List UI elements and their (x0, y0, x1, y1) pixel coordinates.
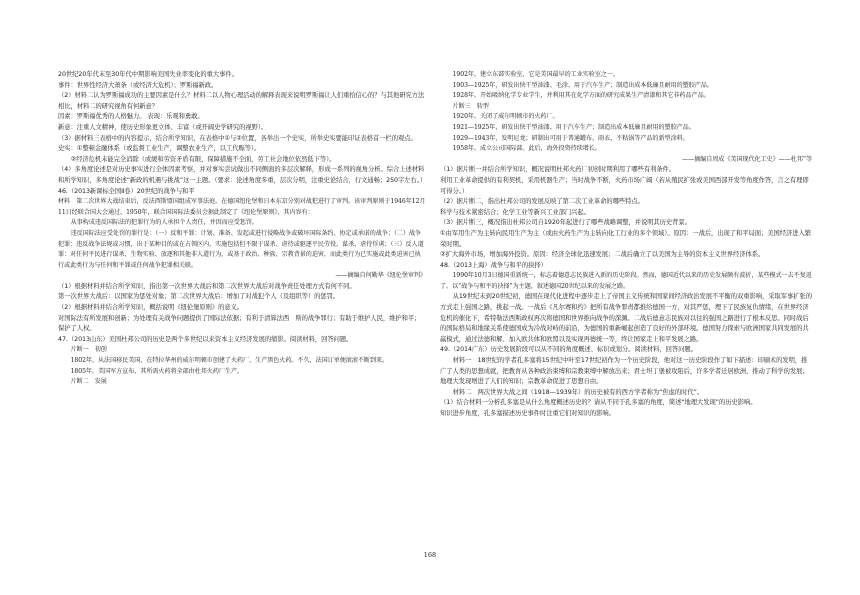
right-paragraph: 48.（2013上海）战争与和平的抉择） (440, 261, 547, 269)
left-paragraph: 47.（2013山东）美国杜邦公司的历史是两个多世纪以来资本主义经济发展的缩影。阅读材料，回答问题。 (58, 335, 353, 343)
page-number: 168 (423, 551, 437, 559)
right-paragraph: 从19世纪末到20世纪初，德国在现代化进程中逐步走上了帝国主义传统和国家间经济政治发展不平衡的双重影响，采取军事扩张的方式走上强国之路，挑起一战。一战后《凡尔赛和约》把所有战争罪责都推给德国一方，对其严惩，埋下了民族复仇情绪，在世界经济危机的催化下，希特勒法西斯政权再次将德国和世界推向战争的深渊。二战后德意志民族对以往的强国之路进行了根本反思。同时战后的国际格局和地缘关系使德国成为冷战对峙的前沿，为德国的重新崛起创造了良好的外部环境。德国努力探索与欧洲国家共同发展的共赢模式，通过法德和解、加入欧共体和欧盟以及实现再德统一等，终让国家走上和平发展之路。 (440, 293, 812, 343)
right-paragraph: 科学与技术紧密结合；化学工业等新兴工业部门兴起。 (440, 208, 590, 216)
left-paragraph: 对国际法有所发展和创新；为处理有关战争问题提供了国际法依据；有利于清算法西 斯的战争罪行；有助于维护人民，维护和平；保护了人权。 (58, 314, 421, 333)
right-column (440, 70, 812, 420)
right-paragraph: 1928年，开始吸纳化学专业学生，并利用其在化学方面的研究成果生产清漆和其它非药品产品。 (452, 92, 710, 100)
left-paragraph: （3）据材料三表格中的内容提示，结合所学知识，在表格中①与②位置，各举出一个史实，所举史实要能印证表格首一栏的观点。 (58, 134, 417, 142)
right-paragraph: （3）据片断三，概况指出杜邦公司自1920年起进行了哪些战略调整，并说明其历史背景。 (440, 219, 691, 227)
right-paragraph: 1921—1925年，研发出快干型油漆、用于汽车生产；制造出成本低廉且耐用的塑胶产品。 (452, 123, 695, 131)
left-paragraph: 片断二 发展 (70, 378, 107, 386)
right-paragraph: ②扩大海外市场，增加海外投资。原因：经济全球化迅速发展；二战后确立了以美国为主导的资本主义世界经济体系。 (440, 251, 765, 259)
left-paragraph: ②经济危机未能完全消除（或緩和劳资矛盾有限，保障措施不全面，劳工社会地位依然低下等）。 (70, 155, 336, 163)
right-paragraph: 1903—1925年，研发出快干型油漆、毛涂、用于汽车生产；制造出成本低廉且耐用的塑胶产品。 (452, 81, 713, 89)
left-paragraph: 事件：世界性经济大萧条（或经济大危机）；罗斯福新政。 (58, 81, 218, 89)
left-paragraph: 材料 第二次世界大战结束后，反法西斯盟国组成军事法庭。在德国纽伦堡和日本东京分别对战犯进行了审判。该审判原则于1946年12月11日经联合国大会通过，1950年，联合国国际法委员会据此制定了《纽伦堡原则》，其内容有： (58, 198, 426, 216)
left-paragraph: 违反国际法应受处罚的罪行是：（一）反和平罪：计划、准备、发起或进行侵略战争或破坏国际条约、协定或承诺的战争；（二）战争犯罪：违反战争法规或习惯，出于某种目的或在占领区内，实施包括但不限于谋杀、虐待或驱逐平民劳役、谋杀、虐待俘虏；（三）反人道罪：对任何平民进行谋杀、生物实验、放逐和其他非人道行为，或基于政治、种族、宗教背景的迫害，而此类行为已实施或此类迫害已执行或此类行为与任何和平罪或任何战争犯罪相关联。 (58, 229, 424, 269)
right-paragraph: 1902年，建立东部实验室，它是美国最早的工业实验室之一。 (452, 71, 619, 78)
left-paragraph: ——摘编自何勤华《纽伦堡审判》 (335, 272, 426, 280)
left-paragraph: （2）根据材料并结合所学知识，概括说明《纽伦堡原则》的意义。 (58, 304, 244, 312)
right-paragraph: 材料一 18世纪的学者孔多塞将15世纪中叶至17世纪初作为一个历史阶段，他对这一历史阶段作了如下描述：印刷术的发明，推广了人类的思想成就，把教育从各种政治束缚和宗教束缚中解放出来；君士坦丁堡被攻陷后，许多学者迁居欧洲，推动了科学的发展；地理大发现增进了人们的知识；宗教革命促进了思想自由。 (440, 357, 809, 386)
right-paragraph: （1）据片断一并结合所学知识，概况说明杜邦火药厂初创时期利用了哪些有利条件。 (440, 166, 676, 174)
left-paragraph: 1802年，从法国移民美国，在特拉华州的威尔明顿市创建了火药厂，生产黑色火药。不久，法国订单便滚滚不断到来。 (70, 357, 389, 365)
right-paragraph: （1）结合材料一分析孔多塞是从什么角度概述历史的？请从不同于孔多塞的角度，简述“地理大发现”的历史影响。 (440, 399, 757, 407)
left-paragraph: 第一次世界大战后：以国家为惩处对象；第二次世界大战后：增加了对战犯个人（及组织等）的惩罚。 (58, 293, 340, 301)
left-paragraph: （2）材料二认为罗斯福成功的主要因素是什么？材料二以人物心理活动的解释表现来说明罗斯福让人们重拾信心的？与其他研究方法相比，材料二的研究视角有何新意？ (58, 92, 425, 110)
right-paragraph: 知识进步角度，孔多塞描述历史事件时注重它们对知识的影响。 (440, 410, 615, 417)
right-paragraph: 1929—1943年，发明尼龙；研制出可用于普通罐布、雨衣、不粘锅等产品的新型涂料。 (452, 134, 689, 142)
right-paragraph: 片断三 转型 (452, 102, 489, 110)
right-paragraph: 1958年，成立公司国际部。此后，海外投资持续增长。 (452, 145, 601, 153)
left-paragraph: 史实：①整顿金融体系（或监督工业生产，调整农业生产，以工代赈等）。 (58, 145, 261, 153)
left-paragraph: 46.（2013新课标全国Ⅱ卷）20世纪的战争与和平 (58, 187, 195, 195)
right-paragraph: （2）据片断二，指出杜邦公司的发展反映了第二次工业革命的哪些特点。 (440, 198, 644, 206)
left-paragraph: 1805年，美国军方宣布，其所需火药将全部由杜邦火药厂生产。 (70, 367, 244, 375)
right-paragraph: 利用工业革命提供的有利契机，采用机器生产；当时战争不断，火药市场广阔（若从殖民扩张或美国西部开发等角度作答，言之有理即可得分。） (440, 176, 809, 195)
right-paragraph: ①由军用生产为主转向民用生产为主（或由火药生产为主转向化工行业的多个领域）。原因：一战后，出现了和平局面；美国经济进入繁荣时期。 (440, 229, 812, 248)
left-column (58, 70, 426, 388)
right-paragraph: 1920年，关闭了威尔明顿市的火药厂。 (452, 113, 559, 121)
right-paragraph: 1990年10月3日德国重新统一，标志着德意志民族进入新的历史阶段。然而，德国近代以来的历史发展颇有波折，某些模式一去不复返了。以“战争与和平的抉择”为主题，叙述德国20世纪以来的发展之路。 (440, 272, 812, 290)
right-paragraph: 材料二 两次世界大战之间（1918—1939年）的历史被有的西方学者称为“焦虑的时代”。 (452, 388, 704, 396)
left-paragraph: 因素：罗斯福优秀的人格魅力。 表现：乐观和勇敢。 (58, 113, 204, 121)
left-paragraph: 从事构成违反国际法的犯罪行为的人承担个人责任，并因而应受惩罚。 (70, 219, 258, 227)
right-paragraph: ——摘编自周成《美国现代化工史》——杜邦”等 (682, 155, 812, 163)
left-paragraph: 新意：注重人文精神，使历史形象更立体、丰富（或开阔史学研究的视野）。 (58, 123, 268, 131)
left-paragraph: 片断一 初创 (70, 346, 107, 354)
right-paragraph: 49.（2014广东）历史发展阶段可以从不同的角度概述、标识或划分。阅读材料，回答问题。 (440, 346, 697, 354)
left-paragraph: 20世纪20年代末至30年代中期影响美国失业率变化的重大事件。 (58, 71, 238, 78)
left-paragraph: （4）多角度论述是对历史事实进行全体因素考察，并对事实尝试做出不同侧面的多层次解释，形成一系列的视角分析。综合上述材料和所学知识，多角度论述“新政的机遇与挑战”这一主题。（要求：论述角度多重，层次分明，注重史论结合，行文通畅；250字左右。） (58, 166, 427, 184)
left-paragraph: （1）根据材料并结合所学知识，指出第一次世界大战后和第二次世界大战后对战争责任处理方式有何不同。 (58, 282, 356, 290)
